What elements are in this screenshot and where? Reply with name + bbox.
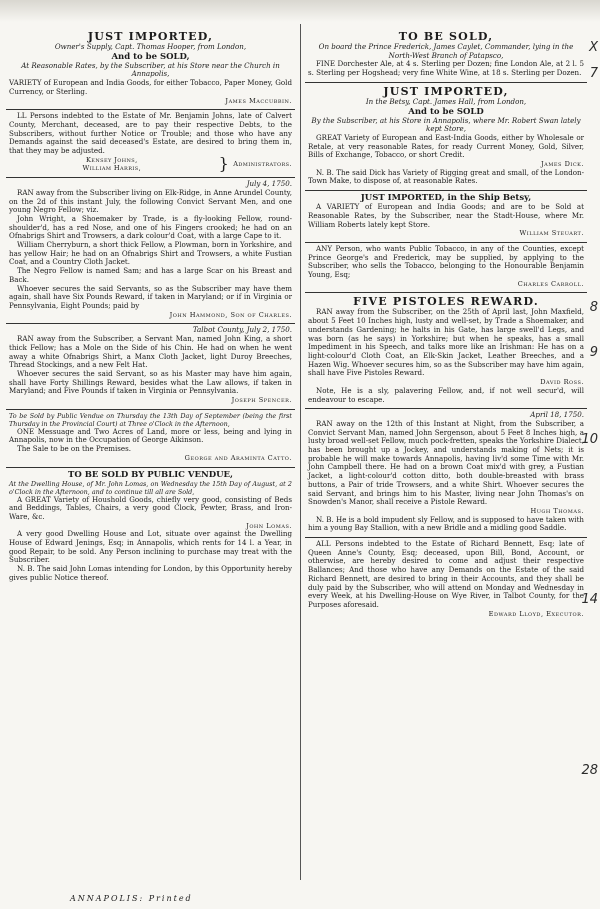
ad-body: RAN away from the Subscriber, a Servant Man, named John King, a short thick Fellow; has a Mole on the Side of his Chin. He had on when he went away a white Ofnabrigs Shirt, a Manx Cloth Jacket, light Duroy Breeches, Thread Stockings, and a new Felt Hat.: [9, 334, 292, 370]
ad-steuart-goods: [305, 191, 587, 243]
ad-intro: On board the Prince Frederick, James Caylet, Commander, lying in the North-West Branch of Patapsco,: [318, 42, 574, 60]
left-column: [6, 28, 295, 883]
right-column: [305, 28, 587, 883]
ad-date: July 4, 1750.: [246, 179, 292, 189]
ad-body: FINE Dorchester Ale, at 4 s. Sterling per Dozen; fine London Ale, at 2 l. 5 s. Sterling per Hogshead; very fine White Wine, at 18 s. Sterling per Dozen.: [308, 59, 584, 78]
margin-number: 28: [581, 763, 598, 778]
ad-signature: James Maccubbin.: [225, 96, 292, 105]
ad-body: A GREAT Variety of Houshold Goods, chiefly very good, consisting of Beds and Beddings, Tables, Chairs, a very good Clock, Pewter, Brass, and Iron-Ware, &c.: [9, 494, 292, 521]
ad-heading: TO BE SOLD BY PUBLIC VENDUE,: [68, 469, 233, 480]
ad-body: RAN away from the Subscriber living on Elk-Ridge, in Anne Arundel County, on the 2d of this instant July, the following Convict Servant Men, and one young Negro Fellow; viz.: [9, 187, 292, 215]
ad-line: Owner's Supply, Capt. Thomas Hooper, from London,: [54, 42, 247, 51]
ad-paragraph: N. B. The said John Lomas intending for London, by this Opportunity hereby gives public Notice thereof.: [9, 564, 292, 582]
ad-paragraph: John Wright, a Shoemaker by Trade, is a fly-looking Fellow, round-shoulder'd, has a red Nose, and one of his Fingers crooked; he had on an Ofnabrigs Shirt and Trowsers, a dark colour'd Coat, with a large Cape to it.: [9, 213, 292, 241]
ad-signature: David Ross.: [540, 378, 584, 387]
ad-line: By the Subscriber, at his Store in Annapolis, where Mr. Robert Swan lately kept Store,: [311, 115, 581, 134]
brace-glyph: }: [218, 154, 230, 174]
ad-paragraph: Whoever secures the said Servants, so as the Subscriber may have them again, shall have Six Pounds Reward, if taken in Maryland; or if in Virginia or Pennsylvania, Eight Pounds; paid by: [9, 283, 292, 310]
margin-number: 8: [589, 300, 598, 315]
ad-ross-reward: [305, 293, 587, 409]
ad-betsy-dick-goods: [305, 83, 587, 191]
ad-line: At Reasonable Rates, by the Subscriber, at his Store near the Church in Annapolis,: [21, 60, 280, 79]
ad-body: RAN away on the 12th of this Instant at Night, from the Subscriber, a Convict Servant Man, named John Sergenson, about 5 Feet 8 Inches high, a lusty broad well-set Fellow, much pock-fretten, speaks the Yorkshire Dialect, has been brought up a Jockey, and understands making of Nets; it is probable he will make towards Annapolis, having liv'd some Time with Mr. John Campbell there. He had on a brown Coat mix'd with grey, a Fustian Jacket, a light-colour'd cotton ditto, both double-breasted with brass buttons, a Pair of tride Trowsers, and a white Shirt. Whoever secures the said Servant, and brings him to his Master, living near John Thomas's on Snowden's Manor, shall receive a Pistole Reward.: [308, 418, 584, 507]
ad-body: GREAT Variety of European and East-India Goods, either by Wholesale or Retale, at very reasonable Rates, for ready Current Money, Gold, Silver, Bills of Exchange, Tobacco, or short Credit.: [308, 132, 584, 160]
ad-body: ALL Persons indebted to the Estate of Richard Bennett, Esq; late of Queen Anne's County, Esq; deceased, upon Bill, Bond, Account, or otherwise, are hereby desired to come and adjust their respective Ballances; And those who have any Demands on the Estate of the said Richard Bennett, are desired to bring in their Accounts, and they shall be duly paid by the Subscriber, who will attend on Monday and Wednesday in every Week, at his Dwelling-House on Wye River, in Talbot County, for the Purposes aforesaid.: [308, 539, 584, 609]
column-rule: [300, 24, 301, 880]
ad-paragraph: Whoever secures the said Servant, so as his Master may have him again, shall have Forty Shillings Reward, besides what the Law allows, if taken in Maryland; and Five Pounds if taken in Virginia or Pennsylvania.: [9, 368, 292, 396]
ad-heading: JUST IMPORTED,: [87, 30, 214, 43]
ad-heading: TO BE SOLD,: [398, 30, 494, 43]
margin-number: X: [589, 40, 598, 55]
margin-number: 10: [581, 432, 598, 447]
ad-line: In the Betsy, Capt. James Hall, from London,: [365, 96, 527, 106]
ad-paragraph: The Negro Fellow is named Sam; and has a large Scar on his Breast and Back.: [9, 266, 292, 284]
ad-date: Talbot County, July 2, 1750.: [192, 325, 292, 335]
ad-signature: George and Araminta Catto.: [184, 453, 292, 462]
ad-paragraph: William Cherryburn, a short thick Fellow, a Plowman, born in Yorkshire, and has yellow Hair; he had on an Ofnabrigs Shirt and Trowsers, a white Fustian Coat, and a Country Cloth Jacket.: [9, 240, 292, 267]
ad-johns-estate: [6, 110, 295, 178]
administrator-names: [9, 156, 215, 173]
ad-body: A VARIETY of European and India Goods; and are to be Sold at Reasonable Rates, by the Subscriber, near the Stadt-House, where Mr. William Roberts lately kept Store.: [308, 202, 584, 229]
ad-signature: James Dick.: [541, 160, 584, 169]
ad-body: RAN away from the Subscriber, on the 25th of April last, John Maxfield, about 5 Feet 10 Inches high, lusty and well-set, by Trade a Shoemaker, and understands Gardening; he halts in his Gate, has large swell'd Legs, and was born (as he says) in Yorkshire; but when he speaks, has a small Impediment in his Speech, and talks more like an Irishman: He has on a light-colour'd Cloth Coat, an Elk-Skin Jacket, Leather Breeches, and a Hazen Wig. Whoever secures him, so as the Subscriber may have him again, shall have Five Pistoles Reward.: [308, 307, 584, 378]
ad-intro: To be Sold by Public Vendue on Thursday the 13th Day of September (being the first Thursday in the Provincial Court) at Three o'Clock in the Afternoon,: [9, 411, 292, 428]
administrators-label: Administrators.: [233, 160, 292, 169]
ad-note: N. B. He is a bold impudent sly Fellow, and is supposed to have taken with him a young Bay Stallion, with a new Bridle and a midling good Saddle.: [308, 514, 584, 533]
ad-signature: John Hammond, Son of Charles.: [169, 310, 292, 319]
page-top-edge: [0, 0, 600, 22]
ad-paragraph: A very good Dwelling House and Lot, situate over against the Dwelling House of Edward Jenings, Esq; in Annapolis, which rents for 14 l. a Year, in good Repair, to be sold. Any Person inclining to purchase may treat with the Subscriber.: [9, 529, 292, 565]
ad-line: And to be SOLD: [408, 106, 484, 117]
administrators-block: [9, 156, 292, 173]
ad-bennett-estate: [305, 538, 587, 622]
ad-thomas-runaway: [305, 409, 587, 538]
ad-note: Note, He is a sly, palavering Fellow, and, if not well secur'd, will endeavour to escape.: [308, 385, 584, 404]
ad-signature: Edward Lloyd, Executor.: [488, 609, 584, 618]
administrator-name: William Harris,: [82, 164, 142, 173]
margin-number: 14: [581, 592, 598, 607]
ad-line: And to be SOLD,: [111, 51, 190, 62]
ad-body: ONE Messuage and Two Acres of Land, more or less, being and lying in Annapolis, now in the Occupation of George Aikinson.: [9, 426, 292, 445]
ad-heading: FIVE PISTOLES REWARD.: [353, 295, 539, 309]
ad-paragraph: The Sale to be on the Premises.: [17, 444, 131, 454]
ad-signature: Joseph Spencer.: [231, 396, 292, 405]
ad-signature: Charles Carroll.: [517, 279, 584, 288]
ad-catto-land: [6, 410, 295, 468]
margin-number: 9: [589, 345, 598, 360]
administrator-name: Kensey Johns,: [85, 155, 138, 164]
ad-heading: JUST IMPORTED,: [383, 84, 509, 98]
ad-hooper-goods: [6, 28, 295, 110]
ad-heading: JUST IMPORTED, in the Ship Betsy,: [360, 193, 532, 204]
ad-body: ANY Person, who wants Public Tobacco, in any of the Counties, except Prince George's and Frederick, may be supplied, by applying to the Subscriber, who sells the Tobacco, belonging to the Honourable Benjamin Young, Esq;: [308, 243, 584, 280]
ad-body: VARIETY of European and India Goods, for either Tobacco, Paper Money, Gold Currency, or Sterling.: [9, 78, 292, 96]
ad-carroll-tobacco: [305, 243, 587, 294]
ad-body: LL Persons indebted to the Estate of Mr. Benjamin Johns, late of Calvert County, Merchant, deceased, are to pay their respective Debts, to the Subscribers, without further Notice or Trouble; and those who have any Demands against the said deceased's Estate, are desired to bring them in, that they may be adjusted.: [9, 111, 292, 156]
printer-footer: ANNAPOLIS: Printed: [70, 894, 193, 903]
ad-signature: Hugh Thomas.: [530, 506, 584, 515]
margin-number: 7: [589, 66, 598, 81]
ad-lomas-vendue: [6, 468, 295, 587]
ad-prince-frederick-ale: [305, 28, 587, 83]
ad-note: N. B. The said Dick has Variety of Rigging great and small, of the London-Town Make, to dispose of, at reasonable Rates.: [308, 167, 584, 186]
ad-signature: John Lomas.: [246, 521, 292, 530]
ad-date: April 18, 1750.: [530, 410, 584, 420]
ad-hammond-runaways: [6, 178, 295, 324]
ad-signature: William Steuart.: [519, 229, 584, 238]
ad-intro: At the Dwelling House, of Mr. John Lomas, on Wednesday the 15th Day of August, at 2 o'Clock in the Afternoon, and to continue till all are Sold,: [9, 479, 292, 496]
ad-spencer-runaway: [6, 324, 295, 409]
